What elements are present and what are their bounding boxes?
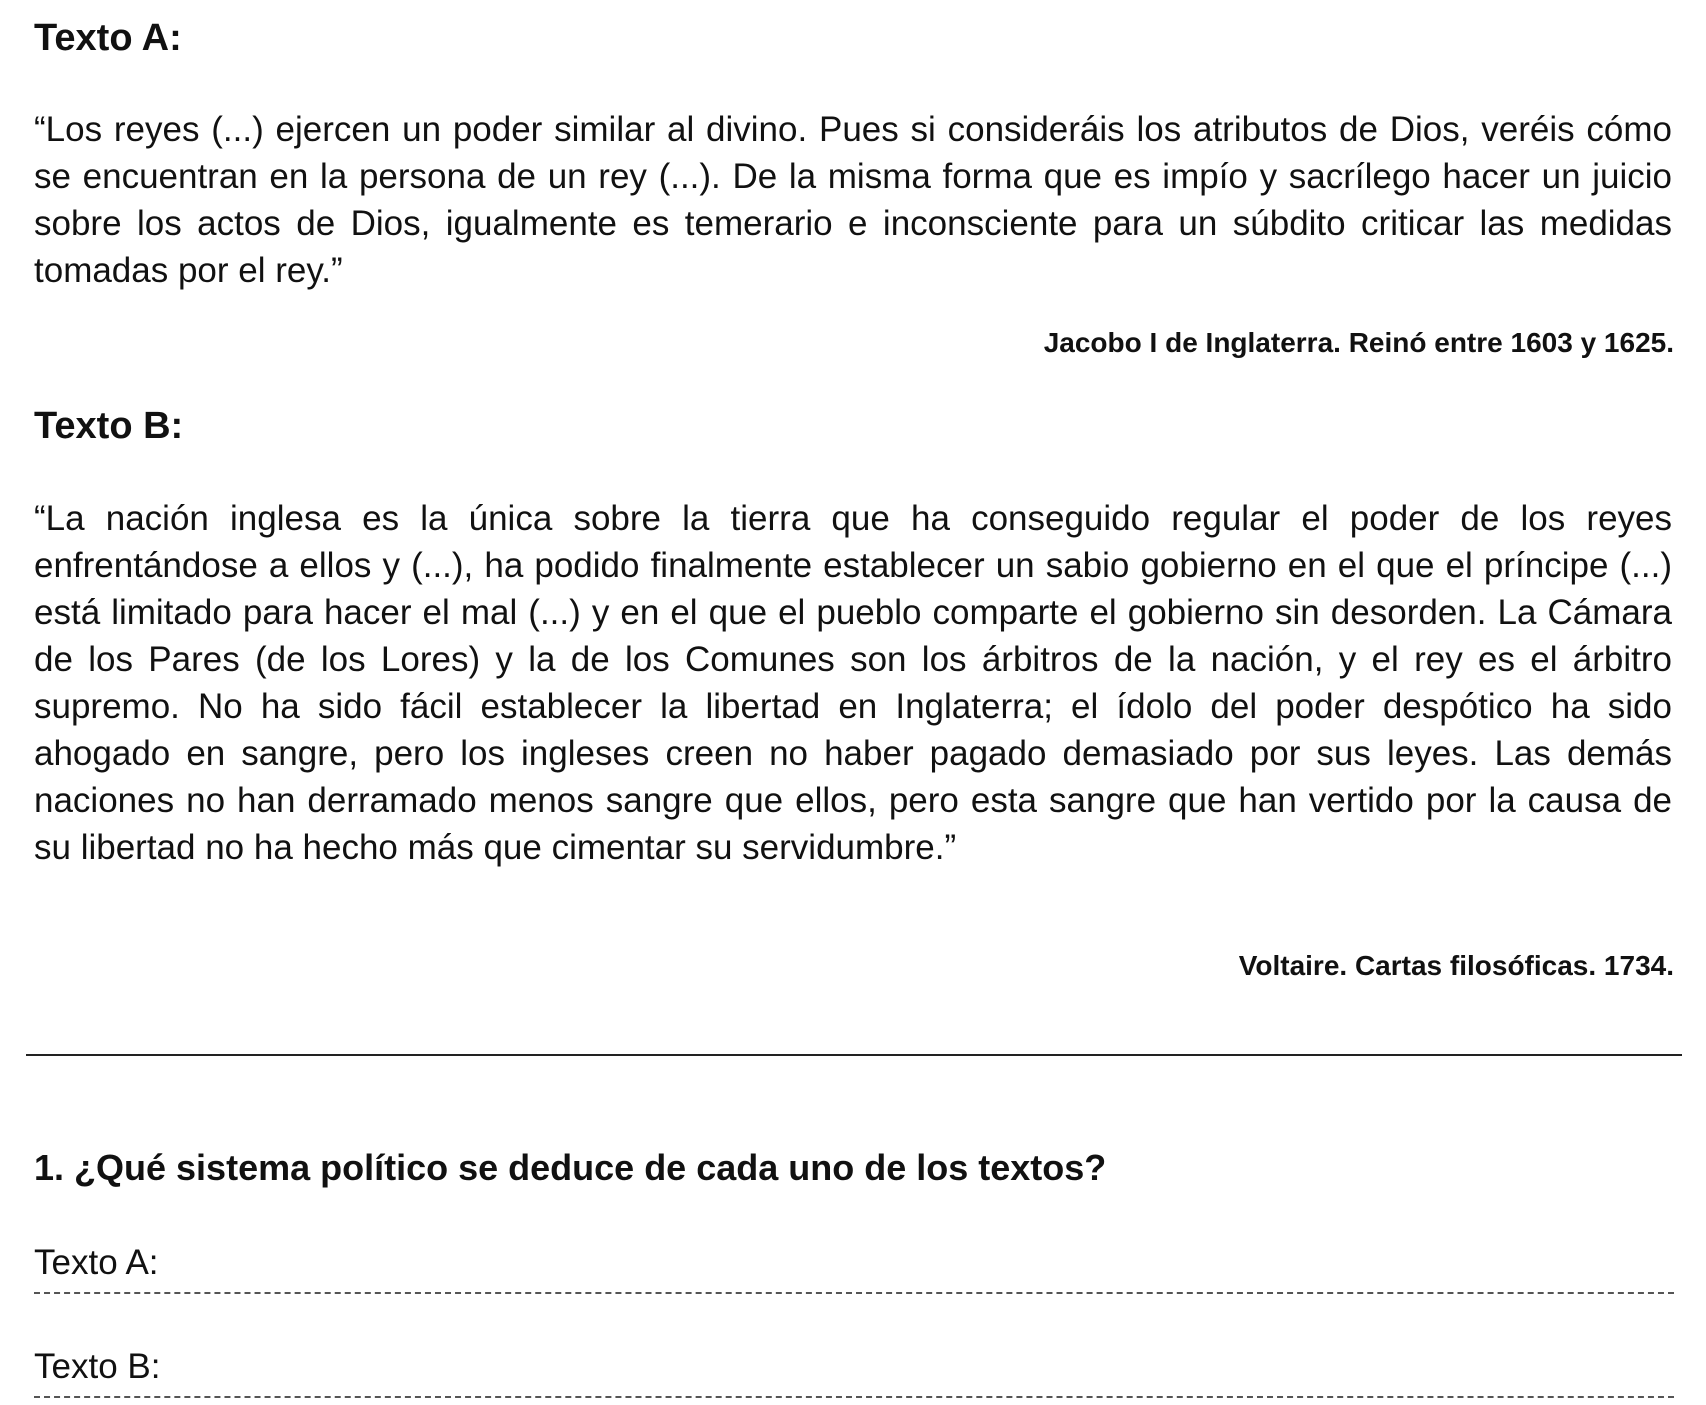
answer-row-texto-b[interactable] [34, 1346, 1674, 1402]
texto-a-source: Jacobo I de Inglaterra. Reinó entre 1603 y 1625. [1043, 327, 1674, 358]
texto-a-heading: Texto A: [34, 17, 182, 59]
texto-b-quote: “La nación inglesa es la única sobre la tierra que ha conseguido regular el poder de los reyes enfrentándose a ellos y (...), ha podido finalmente establecer un sabio gobierno en el que el príncipe (...) está limitado para hacer el mal (...) y en el que el pueblo comparte el gobierno sin desorden. La Cámara de los Pares (de los Lores) y la de los Comunes son los árbitros de la nación, y el rey es el árbitro supremo. No ha sido fácil establecer la libertad en Inglaterra; el ídolo del poder despótico ha sido ahogado en sangre, pero los ingleses creen no haber pagado demasiado por sus leyes. Las demás naciones no han derramado menos sangre que ellos, pero esta sangre que han vertido por la causa de su libertad no ha hecho más que cimentar su servidumbre.” [34, 499, 1672, 867]
question-1: 1. ¿Qué sistema político se deduce de cada uno de los textos? [34, 1147, 1107, 1188]
answer-line-texto-a[interactable] [34, 1292, 1674, 1294]
section-divider [26, 1054, 1682, 1056]
texto-b-source: Voltaire. Cartas filosóficas. 1734. [1238, 950, 1674, 981]
texto-b-heading: Texto B: [34, 405, 184, 447]
texto-a-quote: “Los reyes (...) ejercen un poder similar al divino. Pues si consideráis los atributos de Dios, veréis cómo se encuentran en la persona de un rey (...). De la misma forma que es impío y sacrílego hacer un juicio sobre los actos de Dios, igualmente es temerario e inconsciente para un súbdito criticar las medidas tomadas por el rey.” [34, 110, 1672, 290]
answer-label-texto-b: Texto B: [34, 1347, 161, 1386]
answer-label-texto-a: Texto A: [34, 1243, 159, 1282]
answer-row-texto-a[interactable] [34, 1242, 1674, 1298]
answer-line-texto-b[interactable] [34, 1396, 1674, 1398]
